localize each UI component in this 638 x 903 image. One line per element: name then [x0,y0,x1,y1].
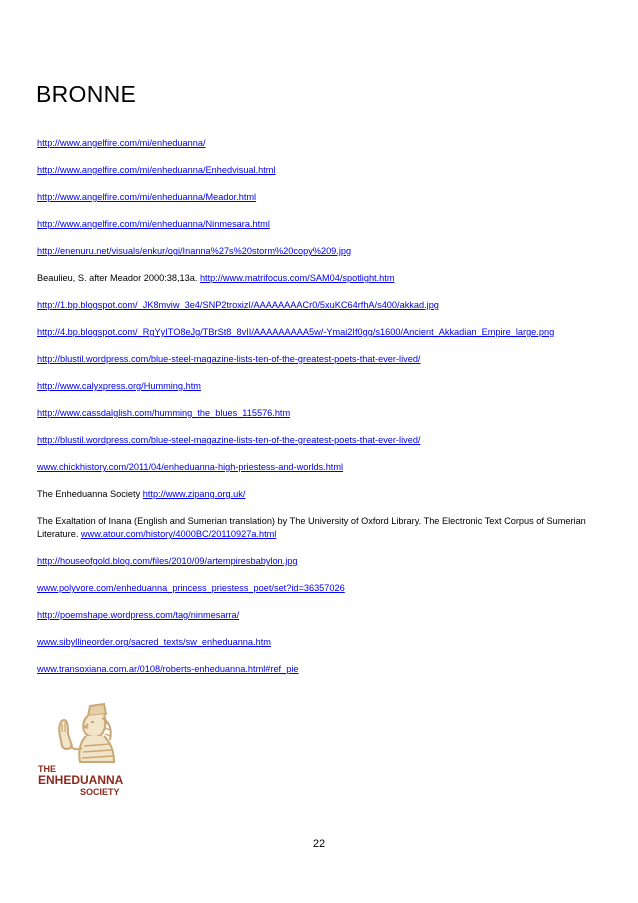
reference-item [37,326,607,339]
reference-link[interactable]: www.atour.com/history/4000BC/20110927a.html [80,529,277,539]
reference-item [37,636,607,649]
reference-text: The Exaltation of Inana (English and Sumerian translation) by The University of Oxford Library. The Electronic Text Corpus of Sumerian Literature. [37,516,586,539]
reference-item [37,609,607,622]
reference-item [37,663,607,676]
reference-link[interactable]: http://blustil.wordpress.com/blue-steel-magazine-lists-ten-of-the-greatest-poets-that-ever-lived/ [37,354,421,364]
reference-item [37,434,607,447]
reference-link[interactable]: http://enenuru.net/visuals/enkur/ogi/Inanna%27s%20storm%20copy%209.jpg [37,246,352,256]
reference-link[interactable]: www.transoxiana.com.ar/0108/roberts-enheduanna.html#ref_pie [37,664,299,674]
reference-text: Beaulieu, S. after Meador 2000:38,13a. [37,273,200,283]
logo-figure [59,704,114,762]
reference-item [37,407,607,420]
page-number: 22 [312,838,326,850]
reference-item [37,380,607,393]
reference-link[interactable]: http://www.angelfire.com/mi/enheduanna/ [37,138,206,148]
reference-link[interactable]: http://www.cassdalglish.com/humming_the_blues_115576.htm [37,408,291,418]
enheduanna-society-logo [36,700,146,800]
page-title: BRONNE [36,81,137,107]
reference-item [37,555,607,568]
reference-item [37,582,607,595]
reference-link[interactable]: www.sibyllineorder.org/sacred_texts/sw_enheduanna.htm [37,637,271,647]
logo-text-the: THE [38,764,56,774]
logo-text-enheduanna: ENHEDUANNA [38,773,124,787]
reference-item [37,137,607,150]
reference-item [37,299,607,312]
reference-link[interactable]: www.polyvore.com/enheduanna_princess_priestess_poet/set?id=36357026 [37,583,345,593]
reference-item [37,164,607,177]
reference-link[interactable]: http://www.zipang.org.uk/ [142,489,246,499]
logo-text-society: SOCIETY [80,787,120,797]
reference-item [37,218,607,231]
reference-link[interactable]: http://www.angelfire.com/mi/enheduanna/Enhedvisual.html [37,165,276,175]
reference-link[interactable]: http://www.matrifocus.com/SAM04/spotlight.htm [199,273,395,283]
reference-item [37,245,607,258]
reference-link[interactable]: http://poemshape.wordpress.com/tag/ninmesarra/ [37,610,240,620]
reference-item [37,488,607,501]
reference-link[interactable]: http://1.bp.blogspot.com/_JK8mviw_3e4/SNP2troxizI/AAAAAAAACr0/5xuKC64rfhA/s400/akkad.jpg [37,300,439,310]
reference-link[interactable]: www.chickhistory.com/2011/04/enheduanna-high-priestess-and-worlds.html [37,462,344,472]
reference-item [37,515,607,541]
reference-list [37,137,607,690]
reference-link[interactable]: http://houseofgold.blog.com/files/2010/09/artempiresbabylon.jpg [37,556,298,566]
reference-link[interactable]: http://www.angelfire.com/mi/enheduanna/Meador.html [37,192,257,202]
reference-item [37,353,607,366]
reference-item [37,461,607,474]
reference-link[interactable]: http://blustil.wordpress.com/blue-steel-magazine-lists-ten-of-the-greatest-poets-that-ever-lived/ [37,435,421,445]
reference-text: The Enheduanna Society [37,489,143,499]
reference-link[interactable]: http://4.bp.blogspot.com/_RgYyITO8eJg/TBrSt8_8vII/AAAAAAAAA5w/-Ymai2If0gg/s1600/Ancient_Akkadian_Empire_large.png [37,327,555,337]
reference-item [37,272,607,285]
reference-link[interactable]: http://www.calyxpress.org/Humming.htm [37,381,201,391]
reference-item [37,191,607,204]
reference-link[interactable]: http://www.angelfire.com/mi/enheduanna/Ninmesara.html [37,219,270,229]
